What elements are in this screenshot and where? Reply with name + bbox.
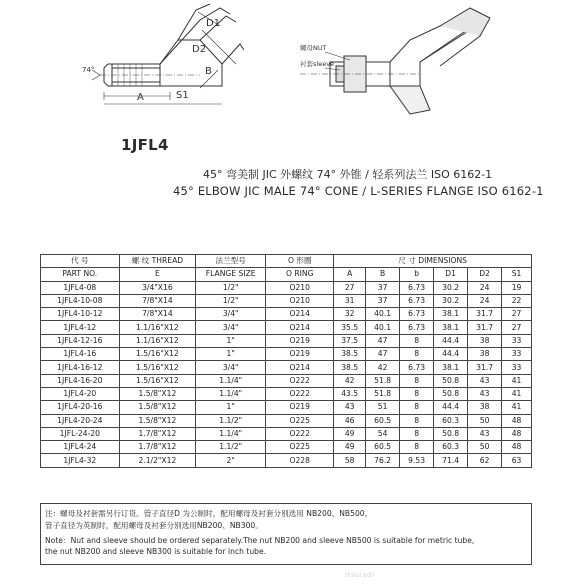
table-cell: 32 [334,308,366,321]
table-cell: 33 [502,348,532,361]
table-cell: 41 [502,387,532,400]
table-cell: 7/8"X14 [119,308,196,321]
table-cell: 63 [502,454,532,467]
header-oring: O 形圈 [266,255,334,268]
table-cell: 49 [334,427,366,440]
table-cell: 6.73 [400,281,434,294]
table-cell: 38 [468,401,502,414]
notes-box [40,503,532,565]
table-cell: 3/4" [196,321,266,334]
table-cell: O219 [266,334,334,347]
table-cell: O210 [266,294,334,307]
header-dimensions: 尺 寸 DIMENSIONS [334,255,532,268]
table-row [41,348,532,361]
table-cell: 6.73 [400,321,434,334]
elbow-side-view [92,4,244,104]
note-zh-line1: 注：螺母及衬套需另行订货。管子直径D 为公制时，配用螺母及衬套分别选用 NB200、NB500。 [45,509,373,518]
table-cell: 8 [400,427,434,440]
table-cell: 47 [366,348,400,361]
caption-zh: 45° 弯美制 JIC 外螺纹 74° 外锥 / 轻系列法兰 ISO 6162-1 [203,168,493,181]
table-cell: O222 [266,427,334,440]
table-cell: 3/4" [196,308,266,321]
table-cell: 54 [366,427,400,440]
table-cell: 51.8 [366,387,400,400]
table-cell: 37.5 [334,334,366,347]
table-cell: 1JFL4-16-20 [41,374,120,387]
table-row [41,334,532,347]
table-cell: O222 [266,387,334,400]
table-row [41,454,532,467]
header-en-cell: FLANGE SIZE [196,268,266,281]
table-cell: 43 [468,427,502,440]
table-cell: 1JFL4-20-24 [41,414,120,427]
table-cell: O225 [266,441,334,454]
table-cell: O214 [266,321,334,334]
table-cell: 43 [468,374,502,387]
table-cell: 1.1/16"X12 [119,334,196,347]
table-cell: 8 [400,348,434,361]
table-cell: 48 [502,414,532,427]
table-cell: 2.1/2"X12 [119,454,196,467]
d1-label: D1 [206,18,221,29]
note-zh-line2: 管子直径为英制时，配用螺母及衬套分别选用NB200、NB300。 [45,521,263,530]
table-cell: 42 [366,361,400,374]
table-row [41,374,532,387]
table-cell: 37 [366,281,400,294]
header-en-cell: B [366,268,400,281]
table-cell: 43.5 [334,387,366,400]
table-cell: 1.7/8"X12 [119,427,196,440]
table-cell: O219 [266,401,334,414]
table-cell: 1" [196,334,266,347]
table-cell: 51 [366,401,400,414]
table-cell: 31.7 [468,321,502,334]
table-row [41,441,532,454]
table-cell: 42 [334,374,366,387]
table-row [41,308,532,321]
table-cell: 31 [334,294,366,307]
sleeve-label: 衬套sleeve [300,60,335,68]
table-cell: O219 [266,348,334,361]
nut-label: 螺母NUT [300,44,327,52]
table-cell: 24 [468,281,502,294]
note-en-line2: the nut NB200 and sleeve NB300 is suitable for inch tube. [45,547,267,556]
table-cell: 7/8"X14 [119,294,196,307]
table-cell: 1JFL4-16-12 [41,361,120,374]
table-cell: 1JFL4-20-16 [41,401,120,414]
caption-en: 45° ELBOW JIC MALE 74° CONE / L-SERIES FLANGE ISO 6162-1 [173,184,544,198]
table-cell: 8 [400,441,434,454]
table-cell: 1.1/2" [196,414,266,427]
header-en-cell: D1 [434,268,468,281]
table-cell: 49 [334,441,366,454]
table-cell: 60.3 [434,414,468,427]
table-cell: 31.7 [468,308,502,321]
a-label: A [137,92,144,103]
table-cell: 1.5/16"X12 [119,374,196,387]
table-cell: 1" [196,348,266,361]
table-cell: 1.5/8"X12 [119,414,196,427]
header-en-cell: O RING [266,268,334,281]
table-cell: 62 [468,454,502,467]
table-cell: 27 [502,321,532,334]
table-cell: 1.1/4" [196,374,266,387]
table-cell: 8 [400,374,434,387]
table-cell: 22 [502,294,532,307]
s1-label: S1 [176,90,189,101]
table-cell: 50 [468,441,502,454]
table-row [41,387,532,400]
table-cell: 19 [502,281,532,294]
table-cell: 43 [334,401,366,414]
table-cell: 1.1/16"X12 [119,321,196,334]
table-cell: 35.5 [334,321,366,334]
table-cell: 50.8 [434,387,468,400]
header-en-cell: D2 [468,268,502,281]
table-cell: 38 [468,348,502,361]
table-cell: 50.8 [434,374,468,387]
table-cell: O214 [266,361,334,374]
table-cell: 58 [334,454,366,467]
table-cell: 44.4 [434,401,468,414]
table-cell: 1.1/4" [196,387,266,400]
table-cell: 41 [502,401,532,414]
header-en-cell: A [334,268,366,281]
table-cell: 8 [400,334,434,347]
header-flange: 法兰型号 [196,255,266,268]
table-cell: 1/2" [196,294,266,307]
table-cell: 43 [468,387,502,400]
header-en-cell: E [119,268,196,281]
table-cell: O214 [266,308,334,321]
b-label: B [205,66,212,77]
table-row [41,321,532,334]
table-cell: 40.1 [366,321,400,334]
table-cell: 27 [334,281,366,294]
table-cell: O228 [266,454,334,467]
header-en-cell: b [400,268,434,281]
header-en-cell: PART NO. [41,268,120,281]
table-cell: 3/4"X16 [119,281,196,294]
table-cell: O222 [266,374,334,387]
table-cell: 38.1 [434,361,468,374]
table-cell: O225 [266,414,334,427]
table-cell: 38.5 [334,361,366,374]
angle-label: 74° [82,66,95,74]
table-cell: 1.5/8"X12 [119,387,196,400]
table-header-zh [41,255,532,268]
table-cell: 60.3 [434,441,468,454]
table-row [41,427,532,440]
table-cell: 1JFL4-08 [41,281,120,294]
table-row [41,401,532,414]
table-cell: 30.2 [434,294,468,307]
table-cell: 1/2" [196,281,266,294]
table-cell: 30.2 [434,281,468,294]
header-en-cell: S1 [502,268,532,281]
table-cell: 51.8 [366,374,400,387]
table-cell: 40.1 [366,308,400,321]
table-cell: 3/4" [196,361,266,374]
table-cell: 2" [196,454,266,467]
table-cell: 1JFL4-32 [41,454,120,467]
table-cell: 1JFL4-12-16 [41,334,120,347]
table-cell: 9.53 [400,454,434,467]
table-cell: 38 [468,334,502,347]
table-cell: 1JFL4-10-08 [41,294,120,307]
table-cell: 46 [334,414,366,427]
table-header-en [41,268,532,281]
table-cell: 1.1/2" [196,441,266,454]
d2-label: D2 [192,44,207,55]
table-cell: 8 [400,387,434,400]
table-cell: 1JFL-24-20 [41,427,120,440]
fitting-drawing [0,0,574,130]
table-cell: 1JFL4-12 [41,321,120,334]
table-cell: 48 [502,441,532,454]
table-cell: 60.5 [366,441,400,454]
table-cell: 1JFL4-10-12 [41,308,120,321]
table-cell: 6.73 [400,308,434,321]
table-cell: 8 [400,401,434,414]
table-cell: 76.2 [366,454,400,467]
table-cell: 1.5/16"X12 [119,348,196,361]
header-code: 代 号 [41,255,120,268]
table-cell: O210 [266,281,334,294]
table-cell: 1" [196,401,266,414]
table-cell: 44.4 [434,334,468,347]
table-cell: 60.5 [366,414,400,427]
table-cell: 47 [366,334,400,347]
table-cell: 1JFL4-24 [41,441,120,454]
table-cell: 8 [400,414,434,427]
table-cell: 24 [468,294,502,307]
table-row [41,294,532,307]
table-cell: 27 [502,308,532,321]
part-title: 1JFL4 [121,136,169,154]
note-en-line1: Note：Nut and sleeve should be ordered separately.The nut NB200 and sleeve NB500 is suitable for metric tube, [45,536,475,545]
table-cell: 33 [502,334,532,347]
table-cell: 50.8 [434,427,468,440]
table-cell: 48 [502,427,532,440]
table-cell: 44.4 [434,348,468,361]
table-row [41,414,532,427]
table-cell: 50 [468,414,502,427]
table-cell: 71.4 [434,454,468,467]
table-cell: 38.1 [434,321,468,334]
table-cell: 41 [502,374,532,387]
table-cell: 1.5/16"X12 [119,361,196,374]
table-cell: 38.1 [434,308,468,321]
header-thread: 螺 纹 THREAD [119,255,196,268]
table-row [41,361,532,374]
table-row [41,281,532,294]
spec-table [40,254,532,468]
table-cell: 6.73 [400,294,434,307]
table-cell: 1JFL4-20 [41,387,120,400]
table-cell: 33 [502,361,532,374]
table-cell: 1.5/8"X12 [119,401,196,414]
table-cell: 1.7/8"X12 [119,441,196,454]
table-cell: 1.1/4" [196,427,266,440]
table-cell: 31.7 [468,361,502,374]
table-cell: 6.73 [400,361,434,374]
table-cell: 1JFL4-16 [41,348,120,361]
watermark: itsuiadi [345,571,375,579]
table-cell: 37 [366,294,400,307]
table-cell: 38.5 [334,348,366,361]
